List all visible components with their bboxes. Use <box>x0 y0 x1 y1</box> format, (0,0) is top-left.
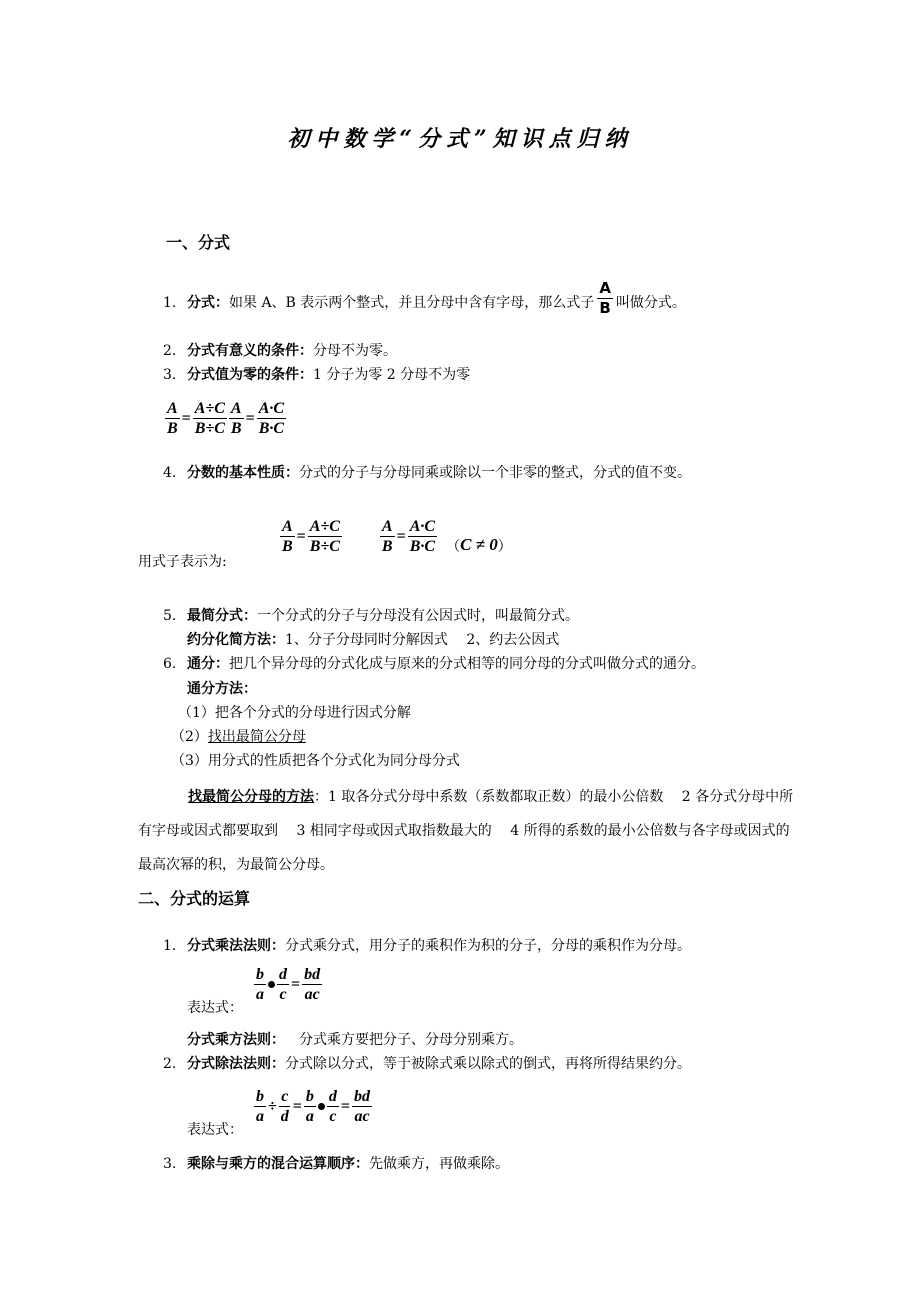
fraction-divide-c <box>193 400 227 437</box>
item-number: 2. <box>163 1056 177 1072</box>
denominator: B·C <box>409 538 436 555</box>
fraction-a-b-2 <box>229 400 244 437</box>
denominator: B <box>282 538 293 555</box>
item-number: 5. <box>163 608 177 624</box>
denominator: d <box>280 1108 289 1125</box>
fraction-d-c <box>277 966 289 1003</box>
fraction-multiply-c <box>408 518 437 555</box>
denominator: B <box>230 420 242 437</box>
denominator: a <box>256 986 264 1003</box>
numerator: c <box>281 1088 289 1105</box>
step-text: 找出最简公分母 <box>207 729 306 745</box>
denominator: B÷C <box>309 538 340 555</box>
lcd-label: 找最简公分母的方法 <box>188 789 314 805</box>
section2-heading: 二、分式的运算 <box>138 889 251 908</box>
fraction-a-b-2 <box>380 518 395 555</box>
denominator: c <box>279 986 287 1003</box>
item-text: 分式的分子与分母同乘或除以一个非零的整式，分式的值不变。 <box>299 465 691 481</box>
denominator: ac <box>354 1108 370 1125</box>
numerator: bd <box>304 966 321 983</box>
rule-text: 分式乘方要把分子、分母分别乘方。 <box>299 1032 523 1048</box>
numerator: A÷C <box>309 518 340 535</box>
item-label: 分式有意义的条件： <box>187 343 313 359</box>
item-label: 最简分式： <box>187 608 257 624</box>
item-label: 分式： <box>187 295 229 311</box>
basic-property-formula-small <box>164 400 287 437</box>
item-label: 分式乘法法则： <box>187 938 285 954</box>
item-simplest-fraction <box>163 606 579 626</box>
denominator: a <box>305 1108 314 1125</box>
item-text: 先做乘方，再做乘除。 <box>369 1156 509 1172</box>
denominator: B <box>167 420 178 437</box>
lcd-text: 1 取各分式分母中系数（系数都取正数）的最小公倍数 2 各分式分母中所有字母或因式都要取到 3 相同字母或因式取指数最大的 4 所得的系数的最小公倍数与各字母或因式的最高次幂的积，为最简公分母。 <box>138 789 794 873</box>
divide-sign: ÷ <box>268 1097 277 1115</box>
rule-label: 分式乘方法则： <box>187 1032 285 1048</box>
item-label: 分数的基本性质： <box>187 465 299 481</box>
common-method-step2 <box>171 727 306 747</box>
method-text: 1、分子分母同时分解因式 2、约去公因式 <box>285 632 560 648</box>
page-title: 初中数学“分式”知识点归纳 <box>287 126 633 152</box>
item-text: 1 分子为零 2 分母不为零 <box>313 367 471 383</box>
numerator: b <box>256 1088 264 1105</box>
division-formula <box>253 1088 373 1125</box>
condition-close-paren: ） <box>497 538 512 555</box>
equals-sign: = <box>245 409 255 427</box>
fraction-b-a-2 <box>304 1088 316 1125</box>
item-number: 2. <box>163 343 177 359</box>
fraction-c-d <box>279 1088 291 1125</box>
basic-property-formula-large <box>279 518 512 555</box>
section1-heading: 一、分式 <box>166 233 231 252</box>
item-zero-condition <box>163 365 470 385</box>
expression-label: 用式子表示为: <box>138 554 227 570</box>
fraction-d-c <box>327 1088 339 1125</box>
condition-open-paren: （ <box>446 538 461 555</box>
numerator: bd <box>354 1088 371 1105</box>
denominator: a <box>256 1108 264 1125</box>
condition-c-not-zero: C ≠ 0 <box>460 534 498 554</box>
item-label: 分式值为零的条件： <box>187 367 313 383</box>
denominator: ac <box>304 986 320 1003</box>
fraction-numerator: A <box>599 279 611 297</box>
item-mixed-order <box>163 1154 509 1174</box>
equals-sign: = <box>296 527 306 545</box>
lcd-method-paragraph <box>138 780 798 882</box>
item-text: 分式除以分式，等于被除式乘以除式的倒式，再将所得结果约分。 <box>285 1056 691 1072</box>
multiplication-expression-label: 表达式： <box>187 1000 243 1016</box>
numerator: A <box>282 518 293 535</box>
item-text: 把几个异分母的分式化成与原来的分式相等的同分母的分式叫做分式的通分。 <box>229 656 705 672</box>
fraction-bd-ac <box>302 966 322 1003</box>
item-multiplication-rule <box>163 936 691 956</box>
item-basic-property <box>163 463 691 483</box>
common-method-step1: （1）把各个分式的分母进行因式分解 <box>178 705 411 721</box>
common-method-label: 通分方法： <box>187 681 257 697</box>
item-text-after: 叫做分式。 <box>615 295 686 311</box>
numerator: A <box>167 400 178 417</box>
fraction-bd-ac <box>352 1088 372 1125</box>
method-label: 约分化简方法： <box>187 632 285 648</box>
item-division-rule <box>163 1054 691 1074</box>
item-number: 1. <box>163 938 177 954</box>
power-rule <box>187 1030 523 1050</box>
multiply-dot-icon <box>318 1103 325 1110</box>
fraction-a-b <box>280 518 295 555</box>
equals-sign: = <box>181 409 191 427</box>
numerator: b <box>305 1088 314 1105</box>
item-number: 6. <box>163 656 177 672</box>
division-expression-label: 表达式： <box>187 1122 243 1138</box>
reduction-method <box>187 630 559 650</box>
item-common-denominator <box>163 654 705 674</box>
lcd-colon: ： <box>314 789 328 805</box>
fraction-a-over-b <box>597 280 613 317</box>
item-text: 如果 A、B 表示两个整式，并且分母中含有字母，那么式子 <box>229 295 595 311</box>
denominator: B·C <box>258 420 285 437</box>
multiply-dot-icon <box>268 981 275 988</box>
numerator: d <box>279 966 287 983</box>
equals-sign: = <box>396 527 406 545</box>
item-number: 1. <box>163 295 177 311</box>
item-label: 通分： <box>187 656 229 672</box>
numerator: A·C <box>409 518 436 535</box>
item-number: 3. <box>163 367 177 383</box>
item-number: 4. <box>163 465 177 481</box>
fraction-denominator: B <box>599 299 611 317</box>
numerator: A·C <box>258 400 285 417</box>
step-prefix: （2） <box>171 729 208 745</box>
fraction-multiply-c <box>257 400 286 437</box>
fraction-b-a <box>254 966 266 1003</box>
numerator: d <box>328 1088 337 1105</box>
denominator: B÷C <box>194 420 225 437</box>
denominator: c <box>329 1108 337 1125</box>
denominator: B <box>381 538 393 555</box>
item-meaningful-condition <box>163 341 397 361</box>
item-number: 3. <box>163 1156 177 1172</box>
multiplication-formula <box>253 966 323 1003</box>
numerator: b <box>256 966 264 983</box>
item-label: 分式除法法则： <box>187 1056 285 1072</box>
equals-sign: = <box>340 1097 351 1115</box>
numerator: A <box>230 400 242 417</box>
item-text: 分式乘分式，用分子的乘积作为积的分子，分母的乘积作为分母。 <box>285 938 691 954</box>
fraction-a-b <box>165 400 180 437</box>
numerator: A÷C <box>194 400 225 417</box>
item-text: 分母不为零。 <box>313 343 397 359</box>
item-label: 乘除与乘方的混合运算顺序： <box>187 1156 369 1172</box>
equals-sign: = <box>291 975 301 993</box>
numerator: A <box>381 518 393 535</box>
fraction-divide-c <box>308 518 342 555</box>
item-fraction-definition <box>163 276 686 317</box>
fraction-b-a <box>254 1088 266 1125</box>
item-text: 一个分式的分子与分母没有公因式时，叫最简分式。 <box>257 608 579 624</box>
common-method-step3: （3）用分式的性质把各个分式化为同分母分式 <box>171 753 460 769</box>
equals-sign: = <box>292 1097 302 1115</box>
